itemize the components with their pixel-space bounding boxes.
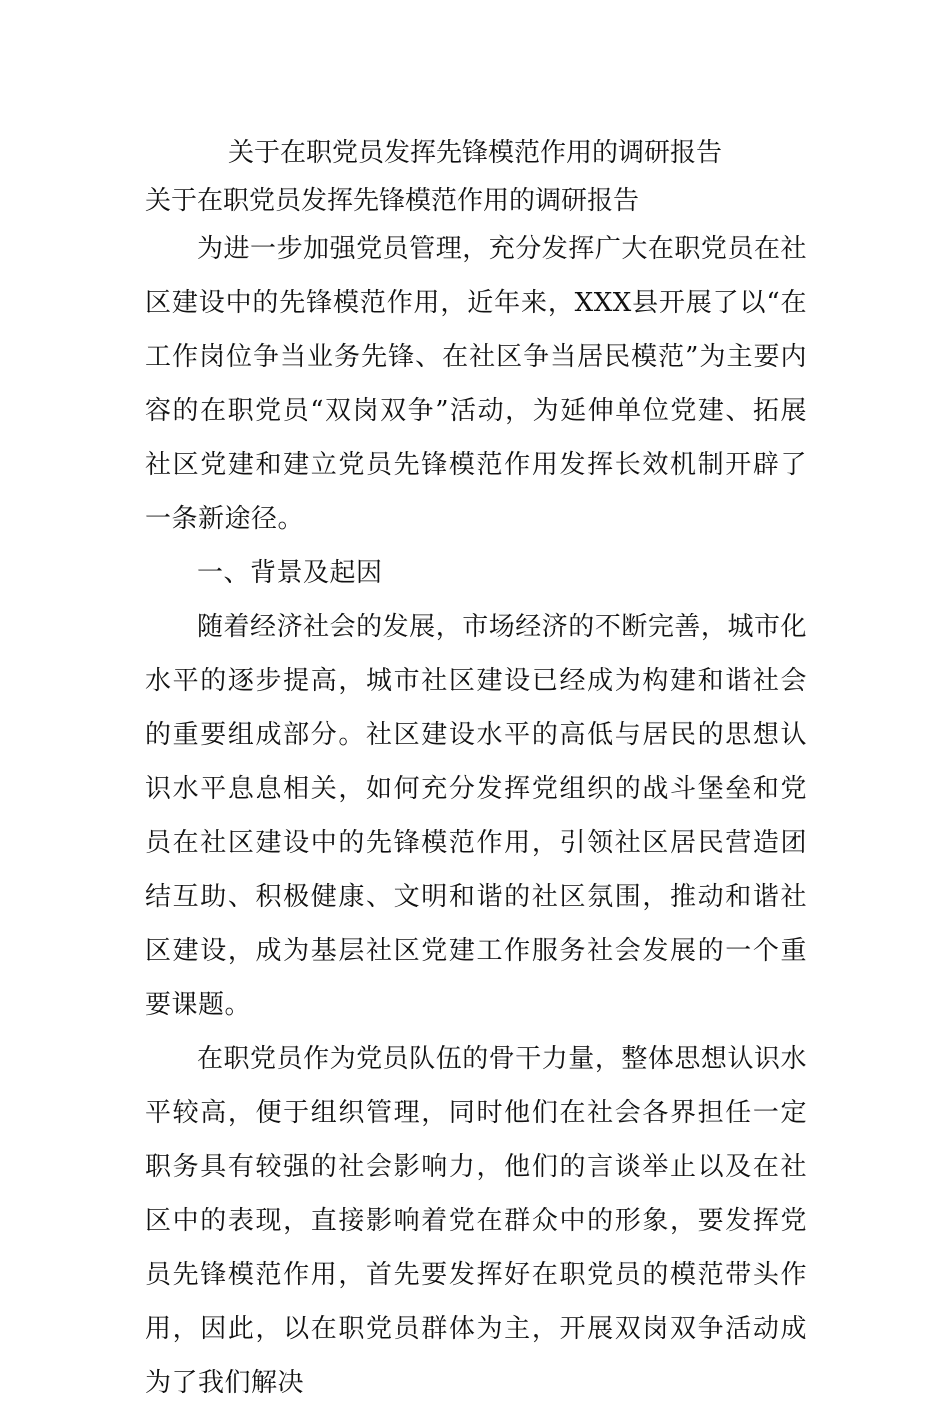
document-subtitle: 关于在职党员发挥先锋模范作用的调研报告 <box>145 186 640 216</box>
paragraph-in-service-members: 在职党员作为党员队伍的骨干力量，整体思想认识水平较高，便于组织管理，同时他们在社会各界担任一定职务具有较强的社会影响力，他们的言谈举止以及在社区中的表现，直接影响着党在群众中的形象，要发挥党员先锋模范作用，首先要发挥好在职党员的模范带头作用，因此，以在职党员群体为主，开展双岗双争活动成为了我们解决 <box>145 1044 807 1398</box>
document-title: 关于在职党员发挥先锋模范作用的调研报告 <box>227 138 722 168</box>
paragraph-background: 随着经济社会的发展，市场经济的不断完善，城市化水平的逐步提高，城市社区建设已经成为构建和谐社会的重要组成部分。社区建设水平的高低与居民的思想认识水平息息相关，如何充分发挥党组织的战斗堡垒和党员在社区建设中的先锋模范作用，引领社区居民营造团结互助、积极健康、文明和谐的社区氛围，推动和谐社区建设，成为基层社区党建工作服务社会发展的一个重要课题。 <box>145 612 807 1020</box>
document-body <box>145 222 807 1410</box>
paragraph-intro: 为进一步加强党员管理，充分发挥广大在职党员在社区建设中的先锋模范作用，近年来，XXX县开展了以“在工作岗位争当业务先锋、在社区争当居民模范”为主要内容的在职党员“双岗双争”活动，为延伸单位党建、拓展社区党建和建立党员先锋模范作用发挥长效机制开辟了一条新途径。 <box>145 234 807 534</box>
section-heading-background: 一、背景及起因 <box>197 558 383 588</box>
